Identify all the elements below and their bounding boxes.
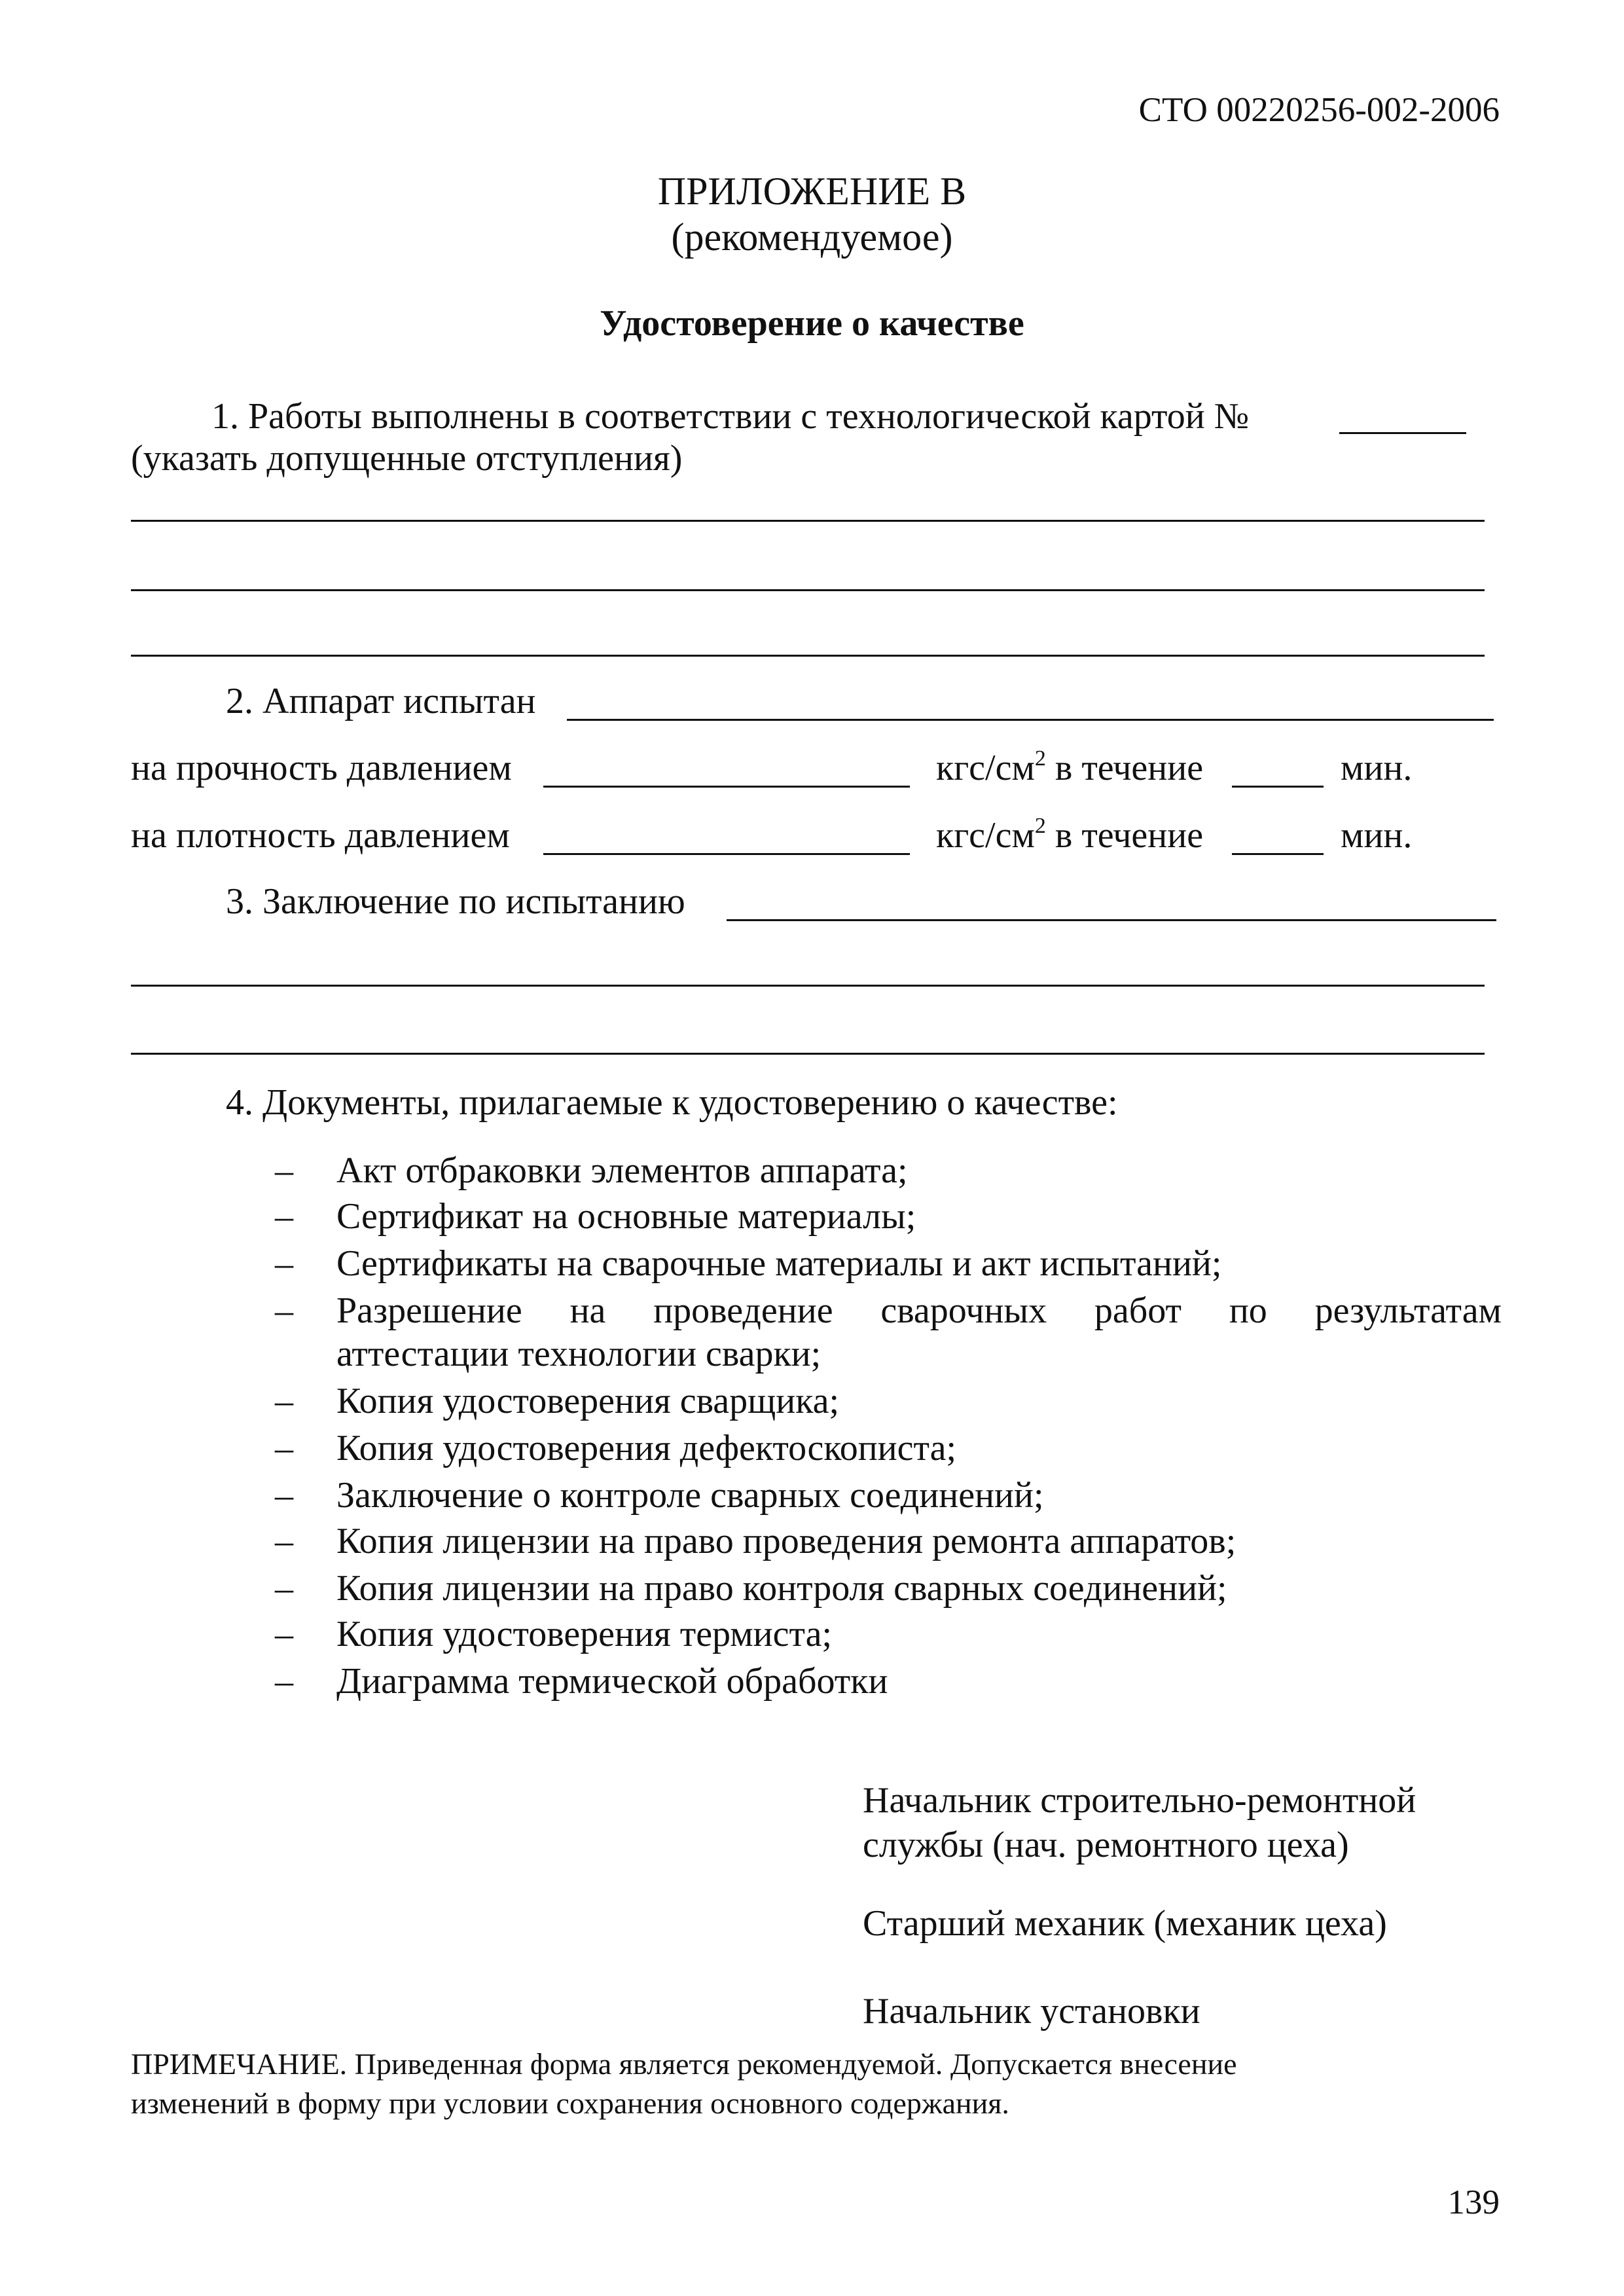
list-dash: – <box>275 1521 293 1561</box>
appendix-title: ПРИЛОЖЕНИЕ В <box>657 170 967 213</box>
density-label: на плотность давлением <box>131 815 510 856</box>
signature-title-line4: Начальник установки <box>863 1991 1200 2032</box>
density-duration-field[interactable] <box>1232 853 1324 855</box>
list-item-word: результатам <box>1314 1290 1502 1331</box>
strength-duration-field[interactable] <box>1232 786 1324 788</box>
list-item: Сертификат на основные материалы; <box>336 1196 916 1237</box>
list-item-word: на <box>569 1290 606 1331</box>
list-item: Сертификаты на сварочные материалы и акт испытаний; <box>336 1243 1222 1284</box>
density-min-label: мин. <box>1341 815 1413 856</box>
list-item: Копия удостоверения сварщика; <box>336 1381 840 1421</box>
signature-title-line2: службы (нач. ремонтного цеха) <box>863 1825 1349 1865</box>
page-number: 139 <box>1447 2183 1500 2221</box>
section3-label: 3. Заключение по испытанию <box>226 881 685 922</box>
apparatus-tested-field[interactable] <box>567 719 1494 721</box>
list-item: Акт отбраковки элементов аппарата; <box>336 1150 908 1191</box>
density-unit: кгс/$см^2$ в течение <box>936 814 1204 856</box>
strength-unit: кгс/$см^2$ в течение <box>936 746 1204 788</box>
section2-label: 2. Аппарат испытан <box>226 681 536 721</box>
document-code: СТО 00220256-002-2006 <box>1138 91 1500 129</box>
tech-card-number-field[interactable] <box>1339 432 1466 434</box>
conclusion-field-3[interactable] <box>131 1053 1485 1055</box>
list-dash: – <box>275 1150 293 1191</box>
list-dash: – <box>275 1290 293 1331</box>
list-dash: – <box>275 1614 293 1654</box>
strength-label: на прочность давлением <box>131 748 512 788</box>
list-item: Копия лицензии на право проведения ремонта аппаратов; <box>336 1521 1236 1561</box>
list-item: Диаграмма термической обработки <box>336 1661 888 1702</box>
density-pressure-field[interactable] <box>543 853 910 855</box>
list-item-continuation: аттестации технологии сварки; <box>336 1334 821 1374</box>
list-dash: – <box>275 1381 293 1421</box>
section4-label: 4. Документы, прилагаемые к удостоверению о качестве: <box>226 1082 1118 1123</box>
list-dash: – <box>275 1428 293 1468</box>
document-heading: Удостоверение о качестве <box>600 303 1024 344</box>
deviation-line-1[interactable] <box>131 520 1485 522</box>
list-dash: – <box>275 1243 293 1284</box>
list-item: Копия удостоверения термиста; <box>336 1614 833 1654</box>
appendix-status: (рекомендуемое) <box>671 215 953 259</box>
list-item-word: проведение <box>653 1290 833 1331</box>
list-item-word: Разрешение <box>336 1290 522 1331</box>
strength-pressure-field[interactable] <box>543 786 910 788</box>
strength-min-label: мин. <box>1341 748 1413 788</box>
list-item-justified <box>336 1290 1502 1332</box>
list-item: Копия удостоверения дефектоскописта; <box>336 1428 957 1468</box>
signature-title-line3: Старший механик (механик цеха) <box>863 1903 1387 1944</box>
list-dash: – <box>275 1568 293 1609</box>
note-line2: изменений в форму при условии сохранения основного содержания. <box>131 2086 1009 2120</box>
list-item-word: сварочных <box>880 1290 1047 1331</box>
list-item: Заключение о контроле сварных соединений; <box>336 1475 1044 1516</box>
note-line1: ПРИМЕЧАНИЕ. Приведенная форма является рекомендуемой. Допускается внесение <box>131 2047 1237 2081</box>
list-item-word: по <box>1229 1290 1267 1331</box>
deviation-line-3[interactable] <box>131 655 1485 657</box>
conclusion-field-2[interactable] <box>131 985 1485 987</box>
deviation-line-2[interactable] <box>131 589 1485 591</box>
list-item: Копия лицензии на право контроля сварных соединений; <box>336 1568 1227 1609</box>
list-item-word: работ <box>1094 1290 1182 1331</box>
signature-title-line1: Начальник строительно-ремонтной <box>863 1780 1416 1821</box>
list-dash: – <box>275 1475 293 1516</box>
list-dash: – <box>275 1196 293 1237</box>
conclusion-field-1[interactable] <box>727 919 1496 921</box>
list-dash: – <box>275 1661 293 1702</box>
section1-subtext: (указать допущенные отступления) <box>131 438 683 479</box>
section1-text: 1. Работы выполнены в соответствии с технологической картой № <box>211 396 1250 437</box>
